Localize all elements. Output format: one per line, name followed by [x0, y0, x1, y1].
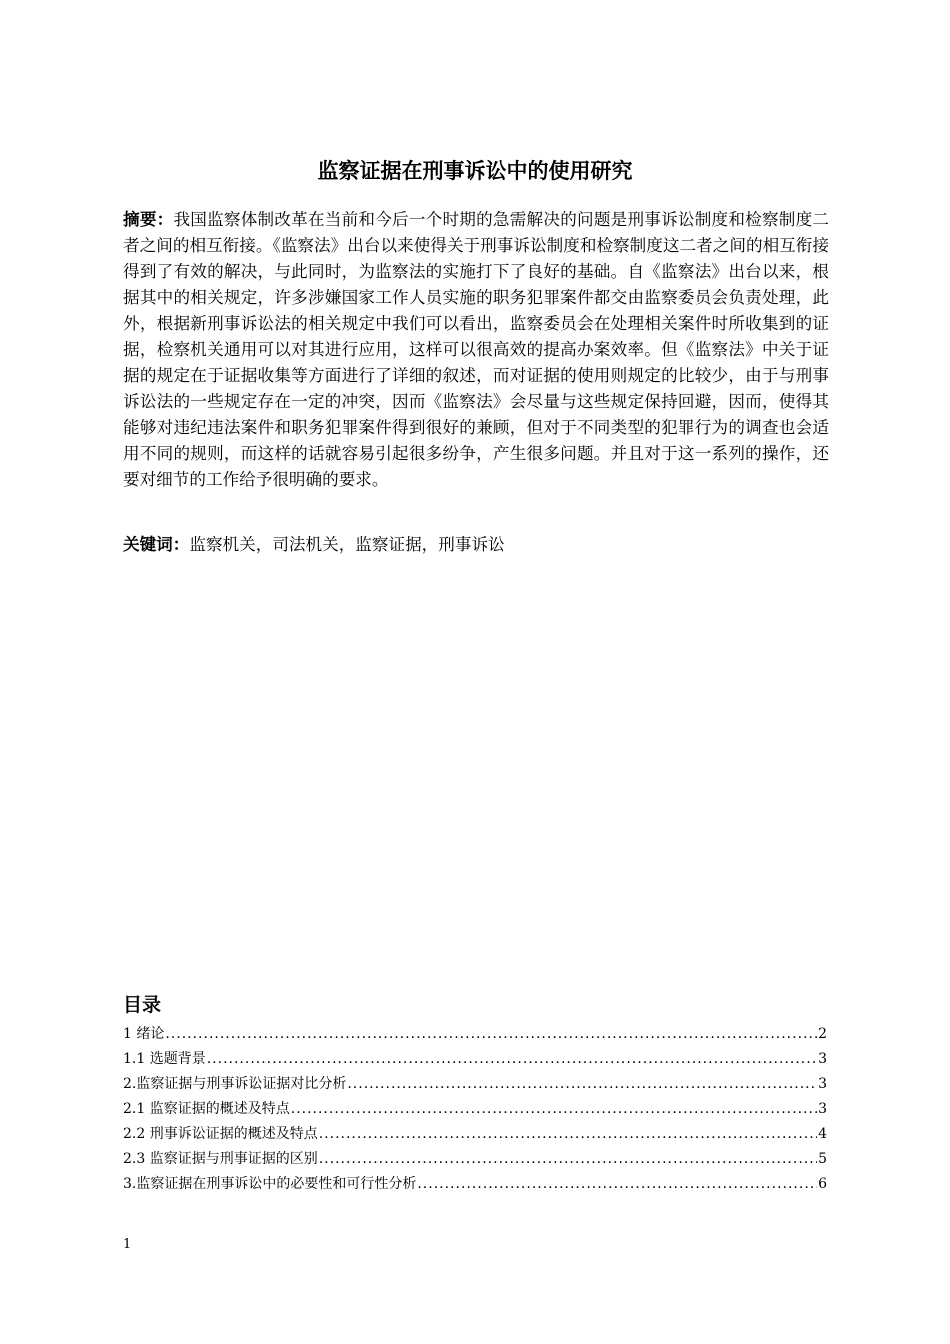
toc-entry-title: 2.监察证据与刑事诉讼证据对比分析: [123, 1076, 347, 1092]
abstract-text: 我国监察体制改革在当前和今后一个时期的急需解决的问题是刑事诉讼制度和检察制度二者之间的相互衔接。《监察法》出台以来使得关于刑事诉讼制度和检察制度这二者之间的相互衔接得到了有效的解决，与此同时，为监察法的实施打下了良好的基础。自《监察法》出台以来，根据其中的相关规定，许多涉嫌国家工作人员实施的职务犯罪案件都交由监察委员会负责处理，此外，根据新刑事诉讼法的相关规定中我们可以看出，监察委员会在处理相关案件时所收集到的证据，检察机关通用可以对其进行应用，这样可以很高效的提高办案效率。但《监察法》中关于证据的规定在于证据收集等方面进行了详细的叙述，而对证据的使用则规定的比较少，由于与刑事诉讼法的一些规定存在一定的冲突，因而《监察法》会尽量与这些规定保持回避，因而，使得其能够对违纪违法案件和职务犯罪案件得到很好的兼顾，但对于不同类型的犯罪行为的调查也会适用不同的规则，而这样的话就容易引起很多纷争，产生很多问题。并且对于这一系列的操作，还要对细节的工作给予很明确的要求。: [123, 210, 830, 489]
page-number: 1: [123, 1237, 132, 1252]
keywords-line: [123, 532, 829, 558]
toc-leader-dots: [165, 1022, 817, 1047]
toc-entry-page: 3: [818, 1101, 827, 1117]
toc-leader-dots: [417, 1172, 817, 1197]
toc-entry-page: 2: [818, 1026, 827, 1042]
toc-entry[interactable]: [123, 1072, 827, 1097]
toc-heading: 目录: [123, 994, 162, 1016]
toc-entry-page: 6: [818, 1176, 827, 1192]
toc-leader-dots: [319, 1147, 817, 1172]
toc-entry[interactable]: [123, 1147, 827, 1172]
toc-entry-title: 2.3 监察证据与刑事证据的区别: [123, 1151, 318, 1167]
toc-entry[interactable]: [123, 1047, 827, 1072]
toc-leader-dots: [347, 1072, 817, 1097]
abstract-paragraph: [123, 207, 829, 493]
document-title: 监察证据在刑事诉讼中的使用研究: [317, 159, 633, 183]
toc-entry[interactable]: [123, 1122, 827, 1147]
toc-leader-dots: [291, 1097, 817, 1122]
toc-entry-page: 3: [818, 1076, 827, 1092]
toc-entry-title: 3.监察证据在刑事诉讼中的必要性和可行性分析: [123, 1176, 417, 1192]
toc-entry-page: 4: [818, 1126, 827, 1142]
abstract-label: 摘要：: [123, 210, 174, 229]
keywords-text: 监察机关，司法机关，监察证据，刑事诉讼: [189, 535, 505, 554]
table-of-contents: [123, 1022, 827, 1197]
toc-leader-dots: [207, 1047, 817, 1072]
toc-entry-title: 1.1 选题背景: [123, 1051, 206, 1067]
toc-leader-dots: [319, 1122, 817, 1147]
toc-entry-page: 3: [818, 1051, 827, 1067]
toc-entry-page: 5: [818, 1151, 827, 1167]
keywords-label: 关键词：: [123, 535, 190, 554]
toc-entry-title: 1 绪论: [123, 1026, 165, 1042]
toc-entry-title: 2.2 刑事诉讼证据的概述及特点: [123, 1126, 318, 1142]
toc-entry[interactable]: [123, 1022, 827, 1047]
toc-entry[interactable]: [123, 1172, 827, 1197]
toc-entry-title: 2.1 监察证据的概述及特点: [123, 1101, 290, 1117]
toc-entry[interactable]: [123, 1097, 827, 1122]
